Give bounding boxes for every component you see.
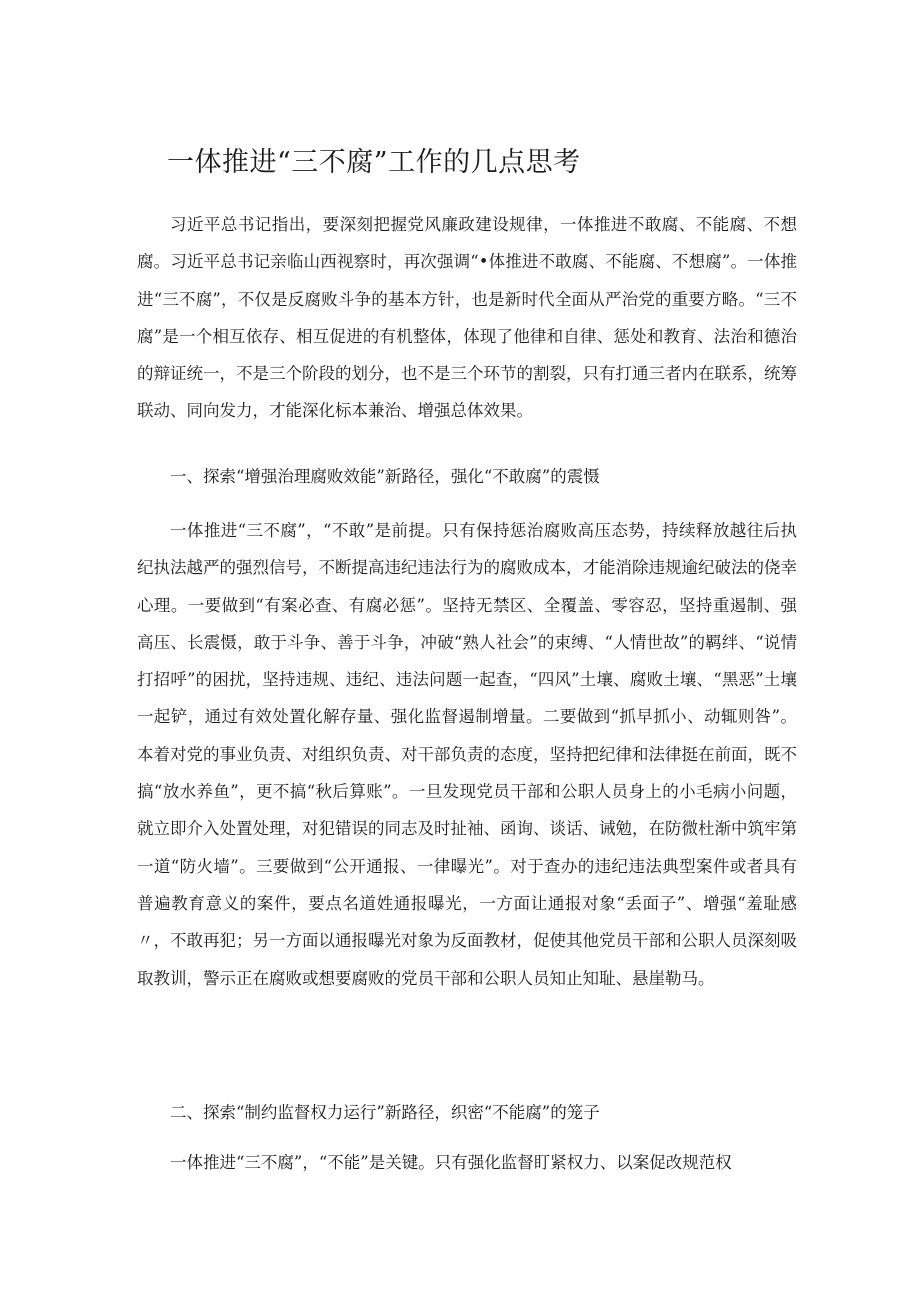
intro-paragraph: 习近平总书记指出，要深刻把握党风廉政建设规律，一体推进不敢腐、不能腐、不想腐。习近平总书记亲临山西视察时，再次强调“•体推进不敢腐、不能腐、不想腐”。一体推进“三不腐”，不仅是反腐败斗争的基本方针，也是新时代全面从严治党的重要方略。“三不腐”是一个相互依存、相互促进的有机整体，体现了他律和自律、惩处和教育、法治和德治的辩证统一，不是三个阶段的划分，也不是三个环节的割裂，只有打通三者内在联系，统筹联动、同向发力，才能深化标本兼治、增强总体效果。 <box>137 215 797 421</box>
section-1-paragraph: 一体推进“三不腐”，“不敢”是前提。只有保持惩治腐败高压态势，持续释放越往后执纪执法越严的强烈信号，不断提高违纪违法行为的腐败成本，才能消除违规逾纪破法的侥幸心理。一要做到“有案必查、有腐必惩”。坚持无禁区、全覆盖、零容忍，坚持重遏制、强高压、长震慑，敢于斗争、善于斗争，冲破“熟人社会”的束缚、“人情世故”的羁绊、“说情打招呼”的困扰，坚持违规、违纪、违法问题一起查，“四风”土壤、腐败土壤、“黑恶”土壤一起铲，通过有效处置化解存量、强化监督遏制增量。二要做到“抓早抓小、动辄则咎”。本着对党的事业负责、对组织负责、对干部负责的态度，坚持把纪律和法律挺在前面，既不搞“放水养鱼”，更不搞“秋后算账”。一旦发现党员干部和公职人员身上的小毛病小问题，就立即介入处置处理，对犯错误的同志及时扯袖、函询、谈话、诫勉，在防微杜渐中筑牢第一道“防火墙”。三要做到“公开通报、一律曝光”。对于查办的违纪违法典型案件或者具有普遍教育意义的案件，要点名道姓通报曝光，一方面让通报对象“丢面子”、增强“羞耻感〃，不敢再犯；另一方面以通报曝光对象为反面教材，促使其他党员干部和公职人员深刻吸取教训，警示正在腐败或想要腐败的党员干部和公职人员知止知耻、悬崖勒马。 <box>137 521 797 988</box>
section-2-paragraph: 一体推进“三不腐”，“不能”是关键。只有强化监督盯紧权力、以案促改规范权 <box>170 1153 732 1172</box>
section-1-heading: 一、探索“增强治理腐败效能”新路径，强化“不敢腐”的震慑 <box>170 467 600 486</box>
section-2-heading: 二、探索“制约监督权力运行”新路径，织密“不能腐”的笼子 <box>170 1103 600 1122</box>
document-title: 一体推进“三不腐”工作的几点思考 <box>167 147 581 178</box>
